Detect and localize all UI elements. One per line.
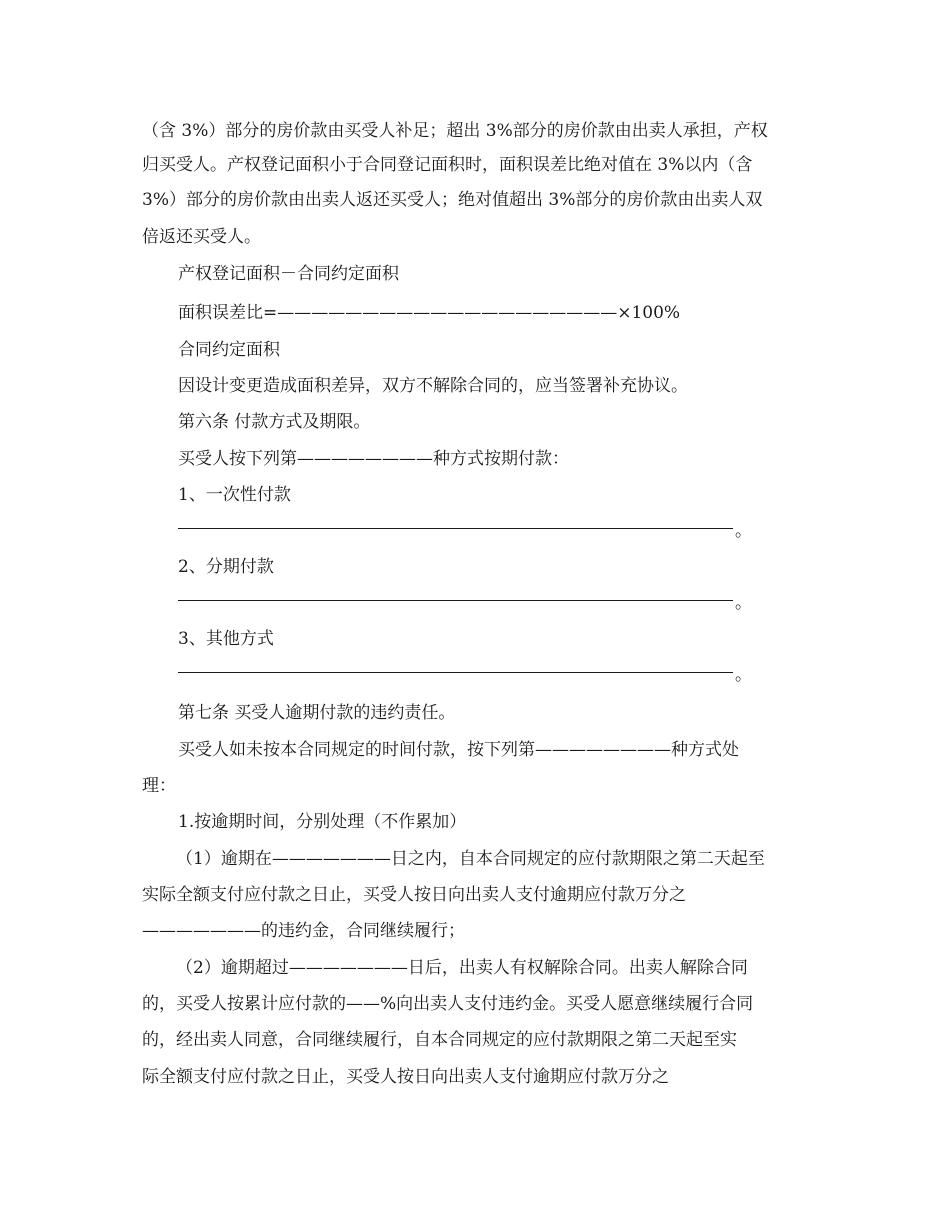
paragraph-line: ———————的违约金，合同继续履行； bbox=[142, 921, 465, 941]
blank-period: 。 bbox=[735, 593, 752, 613]
option-label: 3、其他方式 bbox=[178, 629, 274, 649]
option-label: 2、分期付款 bbox=[178, 557, 274, 577]
paragraph-line: 实际全额支付应付款之日止，买受人按日向出卖人支付逾期应付款万分之 bbox=[142, 885, 686, 905]
fill-in-blank bbox=[178, 518, 752, 540]
paragraph-line: 买受人如未按本合同规定的时间付款，按下列第————————种方式处 bbox=[178, 740, 739, 760]
formula-line: 面积误差比=————————————————————×100% bbox=[178, 303, 681, 323]
fill-in-blank bbox=[178, 590, 752, 612]
paragraph-line: 理： bbox=[142, 776, 176, 796]
paragraph-line: 因设计变更造成面积差异，双方不解除合同的，应当签署补充协议。 bbox=[178, 376, 688, 396]
blank-rule bbox=[178, 518, 733, 529]
blank-period: 。 bbox=[735, 665, 752, 685]
formula-denominator: 合同约定面积 bbox=[178, 340, 280, 360]
paragraph-line: 归买受人。产权登记面积小于合同登记面积时，面积误差比绝对值在 3%以内（含 bbox=[142, 155, 753, 175]
paragraph-line: 买受人按下列第————————种方式按期付款： bbox=[178, 449, 569, 469]
paragraph-line: （2）逾期超过———————日后，出卖人有权解除合同。出卖人解除合同 bbox=[176, 958, 748, 978]
blank-rule bbox=[178, 662, 733, 673]
article-heading: 第六条 付款方式及期限。 bbox=[178, 412, 371, 432]
paragraph-line: （含 3%）部分的房价款由买受人补足；超出 3%部分的房价款由出卖人承担，产权 bbox=[142, 121, 768, 141]
fill-in-blank bbox=[178, 662, 752, 684]
paragraph-line: 倍返还买受人。 bbox=[142, 227, 261, 247]
option-label: 1、一次性付款 bbox=[178, 485, 291, 505]
paragraph-line: 际全额支付应付款之日止，买受人按日向出卖人支付逾期应付款万分之 bbox=[142, 1067, 669, 1087]
formula-numerator: 产权登记面积－合同约定面积 bbox=[178, 264, 399, 284]
paragraph-line: 的，经出卖人同意，合同继续履行，自本合同规定的应付款期限之第二天起至实 bbox=[142, 1030, 737, 1050]
article-heading: 第七条 买受人逾期付款的违约责任。 bbox=[178, 703, 456, 723]
paragraph-line: 3%）部分的房价款由出卖人返还买受人；绝对值超出 3%部分的房价款由出卖人双 bbox=[142, 190, 763, 210]
paragraph-line: 1.按逾期时间，分别处理（不作累加） bbox=[178, 812, 467, 832]
paragraph-line: （1）逾期在———————日之内，自本合同规定的应付款期限之第二天起至 bbox=[176, 849, 765, 869]
paragraph-line: 的，买受人按累计应付款的——%向出卖人支付违约金。买受人愿意继续履行合同 bbox=[142, 994, 754, 1014]
blank-rule bbox=[178, 590, 733, 601]
blank-period: 。 bbox=[735, 521, 752, 541]
